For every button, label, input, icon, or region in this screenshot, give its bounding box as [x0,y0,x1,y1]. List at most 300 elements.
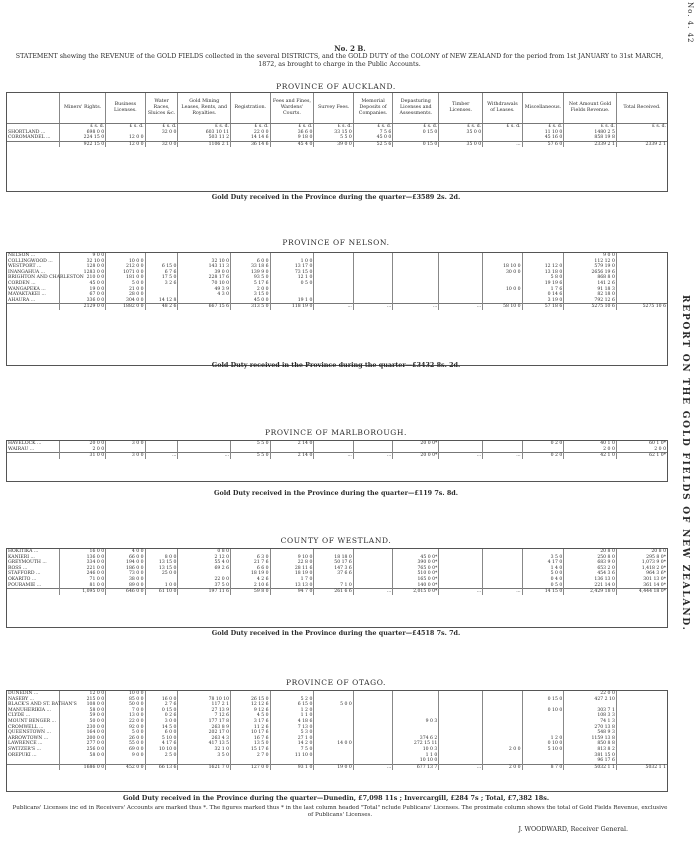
amount-cell: 26 0 0 [106,736,145,742]
amount-cell: 10 17 6 [231,730,270,736]
column-header: Depasturing Licenses and Assessments. [393,93,439,124]
total-row [7,764,667,770]
amount-cell: 19 0 0 [60,287,106,293]
total-cell: 3 0 0 [106,453,145,459]
amount-cell: 96 17 6 [564,758,617,764]
amount-cell: 164 0 0 [60,730,106,736]
amount-cell: 21 0 0 [106,287,145,293]
total-cell: ... [439,764,483,770]
amount-cell: 3 5 0 [522,555,564,561]
amount-cell: 5 17 6 [231,281,270,287]
amount-cell: 228 17 6 [178,275,231,281]
amount-cell: 45 0 0 [353,135,392,141]
amount-cell: 58 0 0 [60,708,106,714]
amount-cell: 22 0 0 [231,130,270,136]
unit-cell: £ s. d. [106,124,145,130]
amount-cell: 1480 2 5 [564,130,617,136]
amount-cell: 4 2 6 [231,577,270,583]
total-cell: 32 0 0 [145,141,178,147]
amount-cell: 147 3 6 [314,566,353,572]
amount-cell: 14 5 0 [145,725,178,731]
amount-cell: 10 0 0 [106,259,145,265]
total-cell: 1882 0 0 [106,304,145,310]
column-header: Miners' Rights. [60,93,106,124]
amount-cell: 13 0 0 [106,713,145,719]
district-name: WESTPORT ... [8,264,42,270]
amount-cell: 4 17 6 [145,741,178,747]
amount-cell: 18 18 0 [314,555,353,561]
district-name: MANUHERIKIA ... [8,707,51,713]
amount-cell: 15 17 6 [231,747,270,753]
amount-cell: 36 6 0 [270,130,314,136]
district-name: ROSS ... [8,565,28,571]
amount-cell: 2 0 0 [616,447,667,453]
total-cell: 5275 10 6 [564,304,617,310]
amount-cell: 2 0 0 [60,447,106,453]
district-name: MAYAKTAKEI ... [8,292,46,298]
amount-cell: 136 0 0 [60,555,106,561]
district-name: CLYDE ... [8,713,31,719]
total-cell: 35 0 0 [439,141,483,147]
amount-cell: 181 0 0 [106,275,145,281]
amount-cell: 336 0 0 [60,298,106,304]
total-cell: 5032 1 1 [564,764,617,770]
amount-cell: 13 15 0 [145,560,178,566]
amount-cell: 0 15 0 [145,708,178,714]
total-cell: ... [439,453,483,459]
total-cell [7,764,60,770]
amount-cell: 14 14 6 [231,135,270,141]
amount-cell: 45 16 0 [522,135,564,141]
amount-cell: 32 0 0 [145,130,178,136]
district-name: POURAMIE ... [8,582,42,588]
amount-cell: 112 12 0 [564,259,617,265]
amount-cell: 13 13 0 [270,583,314,589]
district-name: ARROWTOWN ... [8,735,49,741]
amount-cell: 5 3 0 [270,730,314,736]
amount-cell: 143 11 3 [178,264,231,270]
amount-cell: 28 11 6 [270,566,314,572]
amount-cell: 85 0 0 [106,697,145,703]
amount-cell: 2 14 0 [270,441,314,447]
amount-cell: 858 19 8 [564,135,617,141]
amount-cell: 0 2 6 [145,713,178,719]
column-header: Gold Mining Leases, Rents, and Royalties. [178,93,231,124]
amount-cell: 792 12 6 [564,298,617,304]
amount-cell: 303 7 1 [564,708,617,714]
total-cell: ... [353,764,392,770]
district-name: CORDEN ... [8,280,36,286]
total-cell: 1621 7 0 [178,764,231,770]
amount-cell: 215 0 0 [60,697,106,703]
total-cell: 127 0 0 [231,764,270,770]
total-cell: ... [393,304,439,310]
amount-cell: 32 1 0 [178,747,231,753]
amount-cell: 1,418 2 0* [616,566,667,572]
amount-cell: 1 1 0 [270,713,314,719]
amount-cell: 5 0 0 [522,571,564,577]
total-cell: 39 0 0 [314,141,353,147]
column-header: Withdrawals of Leases. [483,93,522,124]
province-table [6,252,668,366]
district-name: COLLINGWOOD ... [8,258,53,264]
total-cell: 61 10 0 [145,589,178,595]
amount-cell: 22 0 0 [106,719,145,725]
amount-cell: 603 10 11 [178,130,231,136]
amount-cell: 50 0 0 [106,702,145,708]
district-name: BLACK'S AND ST. BATHAN'S [8,702,77,708]
amount-cell: 1 7 0 [270,577,314,583]
amount-cell: 73 0 0 [106,571,145,577]
amount-cell: 2 7 6 [145,702,178,708]
gold-duty-line: Gold Duty received in the Province during the quarter—£4518 7s. 7d. [211,629,461,637]
amount-cell: 10 10 0 [393,758,439,764]
total-cell: 5 5 0 [231,453,270,459]
amount-cell: 18 19 0 [270,571,314,577]
amount-cell: 7 12 6 [178,713,231,719]
amount-cell: 58 0 0 [60,753,106,759]
amount-cell: 250 8 0 [564,555,617,561]
amount-cell: 27 1 0 [270,736,314,742]
unit-cell: £ s. d. [483,124,522,130]
gold-duty-line: Gold Duty received in the Province during the quarter—£3432 8s. 2d. [211,361,461,369]
amount-cell: 1071 0 0 [106,270,145,276]
amount-cell: 1 0 0 [145,583,178,589]
amount-cell: 0 4 0 [522,577,564,583]
unit-cell: £ s. d. [145,124,178,130]
amount-cell: 277 0 0 [60,741,106,747]
amount-cell: 38 0 0 [106,577,145,583]
amount-cell: 454 3 6 [564,571,617,577]
total-cell: 57 18 6 [522,304,564,310]
amount-cell: 5 0 0 [106,281,145,287]
amount-cell: 108 3 3 [564,713,617,719]
amount-cell: 21 7 6 [231,560,270,566]
district-name: OREPUKI ... [8,752,37,758]
amount-cell: 202 17 0 [178,730,231,736]
amount-cell: 27 13 9 [178,708,231,714]
amount-cell: 14 12 8 [145,298,178,304]
unit-cell: £ s. d. [522,124,564,130]
amount-cell: 93 5 0 [231,275,270,281]
amount-cell: 13 5 0 [231,741,270,747]
amount-cell: 13 18 0 [522,270,564,276]
amount-cell: 503 11 2 [178,135,231,141]
amount-cell: 6 15 0 [145,264,178,270]
total-row [7,304,667,310]
amount-cell: 2 0 0 [564,447,617,453]
amount-cell: 9 18 0 [270,135,314,141]
district-name: MOUNT BENGER ... [8,718,56,724]
amount-cell: 390 0 0* [393,560,439,566]
unit-cell: £ s. d. [314,124,353,130]
total-cell: ... [483,589,522,595]
total-cell: 197 11 6 [178,589,231,595]
amount-cell: 7 0 0 [106,708,145,714]
amount-cell: 10 0 0 [106,691,145,697]
column-header: Total Received. [616,93,667,124]
amount-cell: 210 0 0 [60,275,106,281]
amount-cell: 82 18 0 [564,292,617,298]
amount-cell: 69 2 6 [178,566,231,572]
amount-cell: 22 8 0 [270,560,314,566]
amount-cell: 417 13 5 [178,741,231,747]
amount-cell: 165 0 0* [393,577,439,583]
column-header: Miscellaneous. [522,93,564,124]
amount-cell: 2 7 0 [231,753,270,759]
amount-cell: 0 15 0 [522,697,564,703]
amount-cell: 73 15 0 [270,270,314,276]
amount-cell: 1 0 0 [270,259,314,265]
amount-cell: 4 5 0 [231,713,270,719]
amount-cell: 5 5 0 [231,441,270,447]
amount-cell: 26 15 0 [231,697,270,703]
total-cell: ... [314,304,353,310]
total-cell: 667 15 6 [178,304,231,310]
amount-cell: 4 18 6 [270,719,314,725]
amount-cell: 683 9 0 [564,560,617,566]
amount-cell: 427 2 10 [564,697,617,703]
amount-cell: 3 17 6 [231,719,270,725]
amount-cell: 272 15 11 [393,741,439,747]
total-cell: 45 4 0 [270,141,314,147]
district-name: COROMANDEL ... [8,135,51,141]
column-header: Timber Licenses. [439,93,483,124]
column-header: Net Amount Gold Fields Revenue. [564,93,617,124]
district-name: SHORTLAND ... [8,129,46,135]
amount-cell: 9 0 0 [60,253,106,259]
amount-cell: 5 10 0 [145,736,178,742]
total-cell: 0 15 0 [393,141,439,147]
amount-cell: 0 14 6 [522,292,564,298]
amount-cell: 37 5 0 [178,583,231,589]
amount-cell: 117 2 1 [178,702,231,708]
amount-cell: 4 3 0 [178,292,231,298]
amount-cell: 2 5 0 [145,753,178,759]
amount-cell: 10 10 0 [145,747,178,753]
district-name: STAFFORD ... [8,571,41,577]
amount-cell: 256 0 0 [60,747,106,753]
total-cell: 2129 0 0 [60,304,106,310]
total-cell: 0 2 0 [522,453,564,459]
amount-cell: 13 17 0 [270,264,314,270]
province-table [6,690,668,792]
amount-cell: 32 10 0 [178,259,231,265]
amount-cell: 74 1 3 [564,719,617,725]
total-cell: 57 6 0 [522,141,564,147]
amount-cell: 33 18 6 [231,264,270,270]
district-name: AHAURA ... [8,297,36,303]
total-cell: 42 1 0 [564,453,617,459]
district-name: WANGAPEKA ... [8,286,46,292]
total-cell: 452 0 0 [106,764,145,770]
province-table [6,92,668,192]
amount-cell: 59 0 0 [60,713,106,719]
amount-cell: 3 5 0 [178,753,231,759]
amount-cell: 35 0 0 [439,130,483,136]
district-name: NASEBY ... [8,696,35,702]
total-row [7,589,667,595]
unit-cell: £ s. d. [439,124,483,130]
district-name: GREYMOUTH ... [8,560,47,566]
amount-cell: 698 0 0 [60,130,106,136]
amount-cell: 5 8 0 [522,275,564,281]
amount-cell: 381 15 0 [564,753,617,759]
amount-cell: 263 4 3 [178,736,231,742]
amount-cell: 813 8 2 [564,747,617,753]
amount-cell: 50 17 6 [314,560,353,566]
amount-cell: 12 0 0 [106,135,145,141]
column-header [7,93,60,124]
amount-cell: 1 2 0 [270,708,314,714]
amount-cell: 9 0 0 [106,753,145,759]
amount-cell: 765 0 0* [393,566,439,572]
total-cell: ... [483,141,522,147]
total-cell: ... [178,453,231,459]
total-cell: 36 14 6 [231,141,270,147]
amount-cell: 22 0 0 [178,577,231,583]
total-cell: 2,015 0 0* [393,589,439,595]
district-name: NELSON ... [8,253,36,258]
amount-cell: 5 0 0 [106,730,145,736]
district-name: CROMWELL ... [8,724,44,730]
amount-cell: 25 0 0 [145,571,178,577]
amount-cell: 5 10 0 [522,747,564,753]
district-name: SWITZER'S ... [8,746,42,752]
amount-cell: 28 0 0 [106,292,145,298]
amount-cell: 6 0 0 [231,259,270,265]
amount-cell: 16 7 6 [231,736,270,742]
amount-cell: 6 0 0 [145,730,178,736]
total-cell: 12 0 0 [106,141,145,147]
total-cell: 1686 0 0 [60,764,106,770]
amount-cell: 6 15 0 [270,702,314,708]
amount-cell: 964 3 6* [616,571,667,577]
amount-cell: 177 17 8 [178,719,231,725]
amount-cell: 69 0 0 [106,747,145,753]
total-cell: 646 0 0 [106,589,145,595]
amount-cell: 3 2 6 [145,281,178,287]
total-cell: 5032 1 1 [616,764,667,770]
total-cell: 8 7 0 [522,764,564,770]
column-header: Registration. [231,93,270,124]
amount-cell: 1 2 0 [522,736,564,742]
amount-cell: 1283 0 0 [60,270,106,276]
footnote: Publicans' Licenses inc ed in Receivers' Accounts are marked thus *. The figures marked thus * in the last column headed "Total" nclude Publicans' Licenses. The proximate column shows the total of Gold Fields Revenue, exclusive of Publicans' Licenses. [12,805,668,818]
amount-cell: 246 0 0 [60,571,106,577]
district-name: BRIGHTON AND CHARLESTON [8,275,84,281]
column-header: Business Licenses. [106,93,145,124]
amount-cell: 850 8 8 [564,741,617,747]
total-cell: 93 1 0 [270,764,314,770]
amount-cell: 8 0 0 [145,555,178,561]
amount-cell: 548 9 3 [564,730,617,736]
amount-cell: 1 7 6 [522,287,564,293]
amount-cell: 2 12 0 [178,555,231,561]
amount-cell: 128 0 0 [60,264,106,270]
total-cell: 922 15 0 [60,141,106,147]
amount-cell: 4 0 0 [106,549,145,555]
total-cell: 31 0 0 [60,453,106,459]
amount-cell: 0 5 0 [270,281,314,287]
column-header: Fees and Fines, Wardens' Courts. [270,93,314,124]
gold-duty-line: Gold Duty received in the Province during the quarter—£3589 2s. 2d. [211,193,461,201]
province-title: PROVINCE OF AUCKLAND. [276,82,396,91]
amount-cell: 0 8 0 [178,549,231,555]
total-cell: 4,444 18 0* [616,589,667,595]
column-header: Survey Fees. [314,93,353,124]
amount-cell: 230 0 0 [60,725,106,731]
statement-heading: STATEMENT shewing the REVENUE of the GOLD FIELDS collected in the several DISTRICTS, and the GOLD DUTY of the COLONY of NEW ZEALAND for the period from 1st JANUARY to 31st MARCH, 1872, as brought to charge in the Public Accounts. [15,53,664,68]
amount-cell: 14 0 0 [314,741,353,747]
amount-cell: 221 14 0 [564,583,617,589]
district-name: WAIRAU ... [8,446,35,452]
district-name: OKARITO ... [8,576,37,582]
amount-cell: 12 0 0 [60,691,106,697]
amount-cell: 3 19 0 [522,298,564,304]
amount-cell: 18 10 0 [483,264,522,270]
unit-cell: £ s. d. [178,124,231,130]
amount-cell: 7 13 0 [270,725,314,731]
amount-cell: 33 15 0 [314,130,353,136]
amount-cell: 19 19 6 [522,281,564,287]
amount-cell: 12 12 0 [522,264,564,270]
amount-cell: 16 0 0 [60,549,106,555]
amount-cell: 7 1 0 [314,583,353,589]
amount-cell: 221 0 0 [60,566,106,572]
amount-cell: 7 5 6 [353,130,392,136]
total-cell: 2339 2 1 [564,141,617,147]
amount-cell: 1 1 0 [393,753,439,759]
amount-cell: 89 0 0 [106,583,145,589]
amount-cell: 32 10 0 [60,259,106,265]
amount-cell: 9 0 3 [393,719,439,725]
amount-cell: 868 8 0 [564,275,617,281]
province-title: PROVINCE OF NELSON. [282,238,390,247]
amount-cell: 6 7 6 [145,270,178,276]
unit-cell: £ s. d. [231,124,270,130]
total-cell: 2339 2 1 [616,141,667,147]
district-name: HAVELOCK ... [8,441,42,446]
amount-cell: 81 0 0 [60,583,106,589]
total-cell [7,589,60,595]
total-cell: 52 5 6 [353,141,392,147]
signature: J. WOODWARD, Receiver General. [518,826,628,833]
total-cell: ... [439,589,483,595]
amount-cell: 7 5 0 [270,747,314,753]
province-title: PROVINCE OF MARLBOROUGH. [265,428,407,437]
amount-cell: 6 3 0 [231,555,270,561]
total-cell: ... [353,453,392,459]
amount-cell: 4 17 0 [522,560,564,566]
amount-cell: 304 0 0 [106,298,145,304]
total-cell: 14 15 0 [522,589,564,595]
amount-cell: 361 14 0* [616,583,667,589]
amount-cell: 510 0 0* [393,571,439,577]
total-cell: 118 19 0 [270,304,314,310]
amount-cell: 19 1 0 [270,298,314,304]
total-cell: 59 8 0 [231,589,270,595]
amount-cell: 1 4 0 [522,566,564,572]
amount-cell: 9 0 0 [564,253,617,259]
amount-cell: 71 0 0 [60,577,106,583]
total-cell [7,304,60,310]
total-cell: 2 0 0 [483,764,522,770]
amount-cell: 2 0 0 [231,287,270,293]
amount-cell: 30 0 0 [483,270,522,276]
amount-cell: 579 19 0 [564,264,617,270]
unit-cell: £ s. d. [270,124,314,130]
